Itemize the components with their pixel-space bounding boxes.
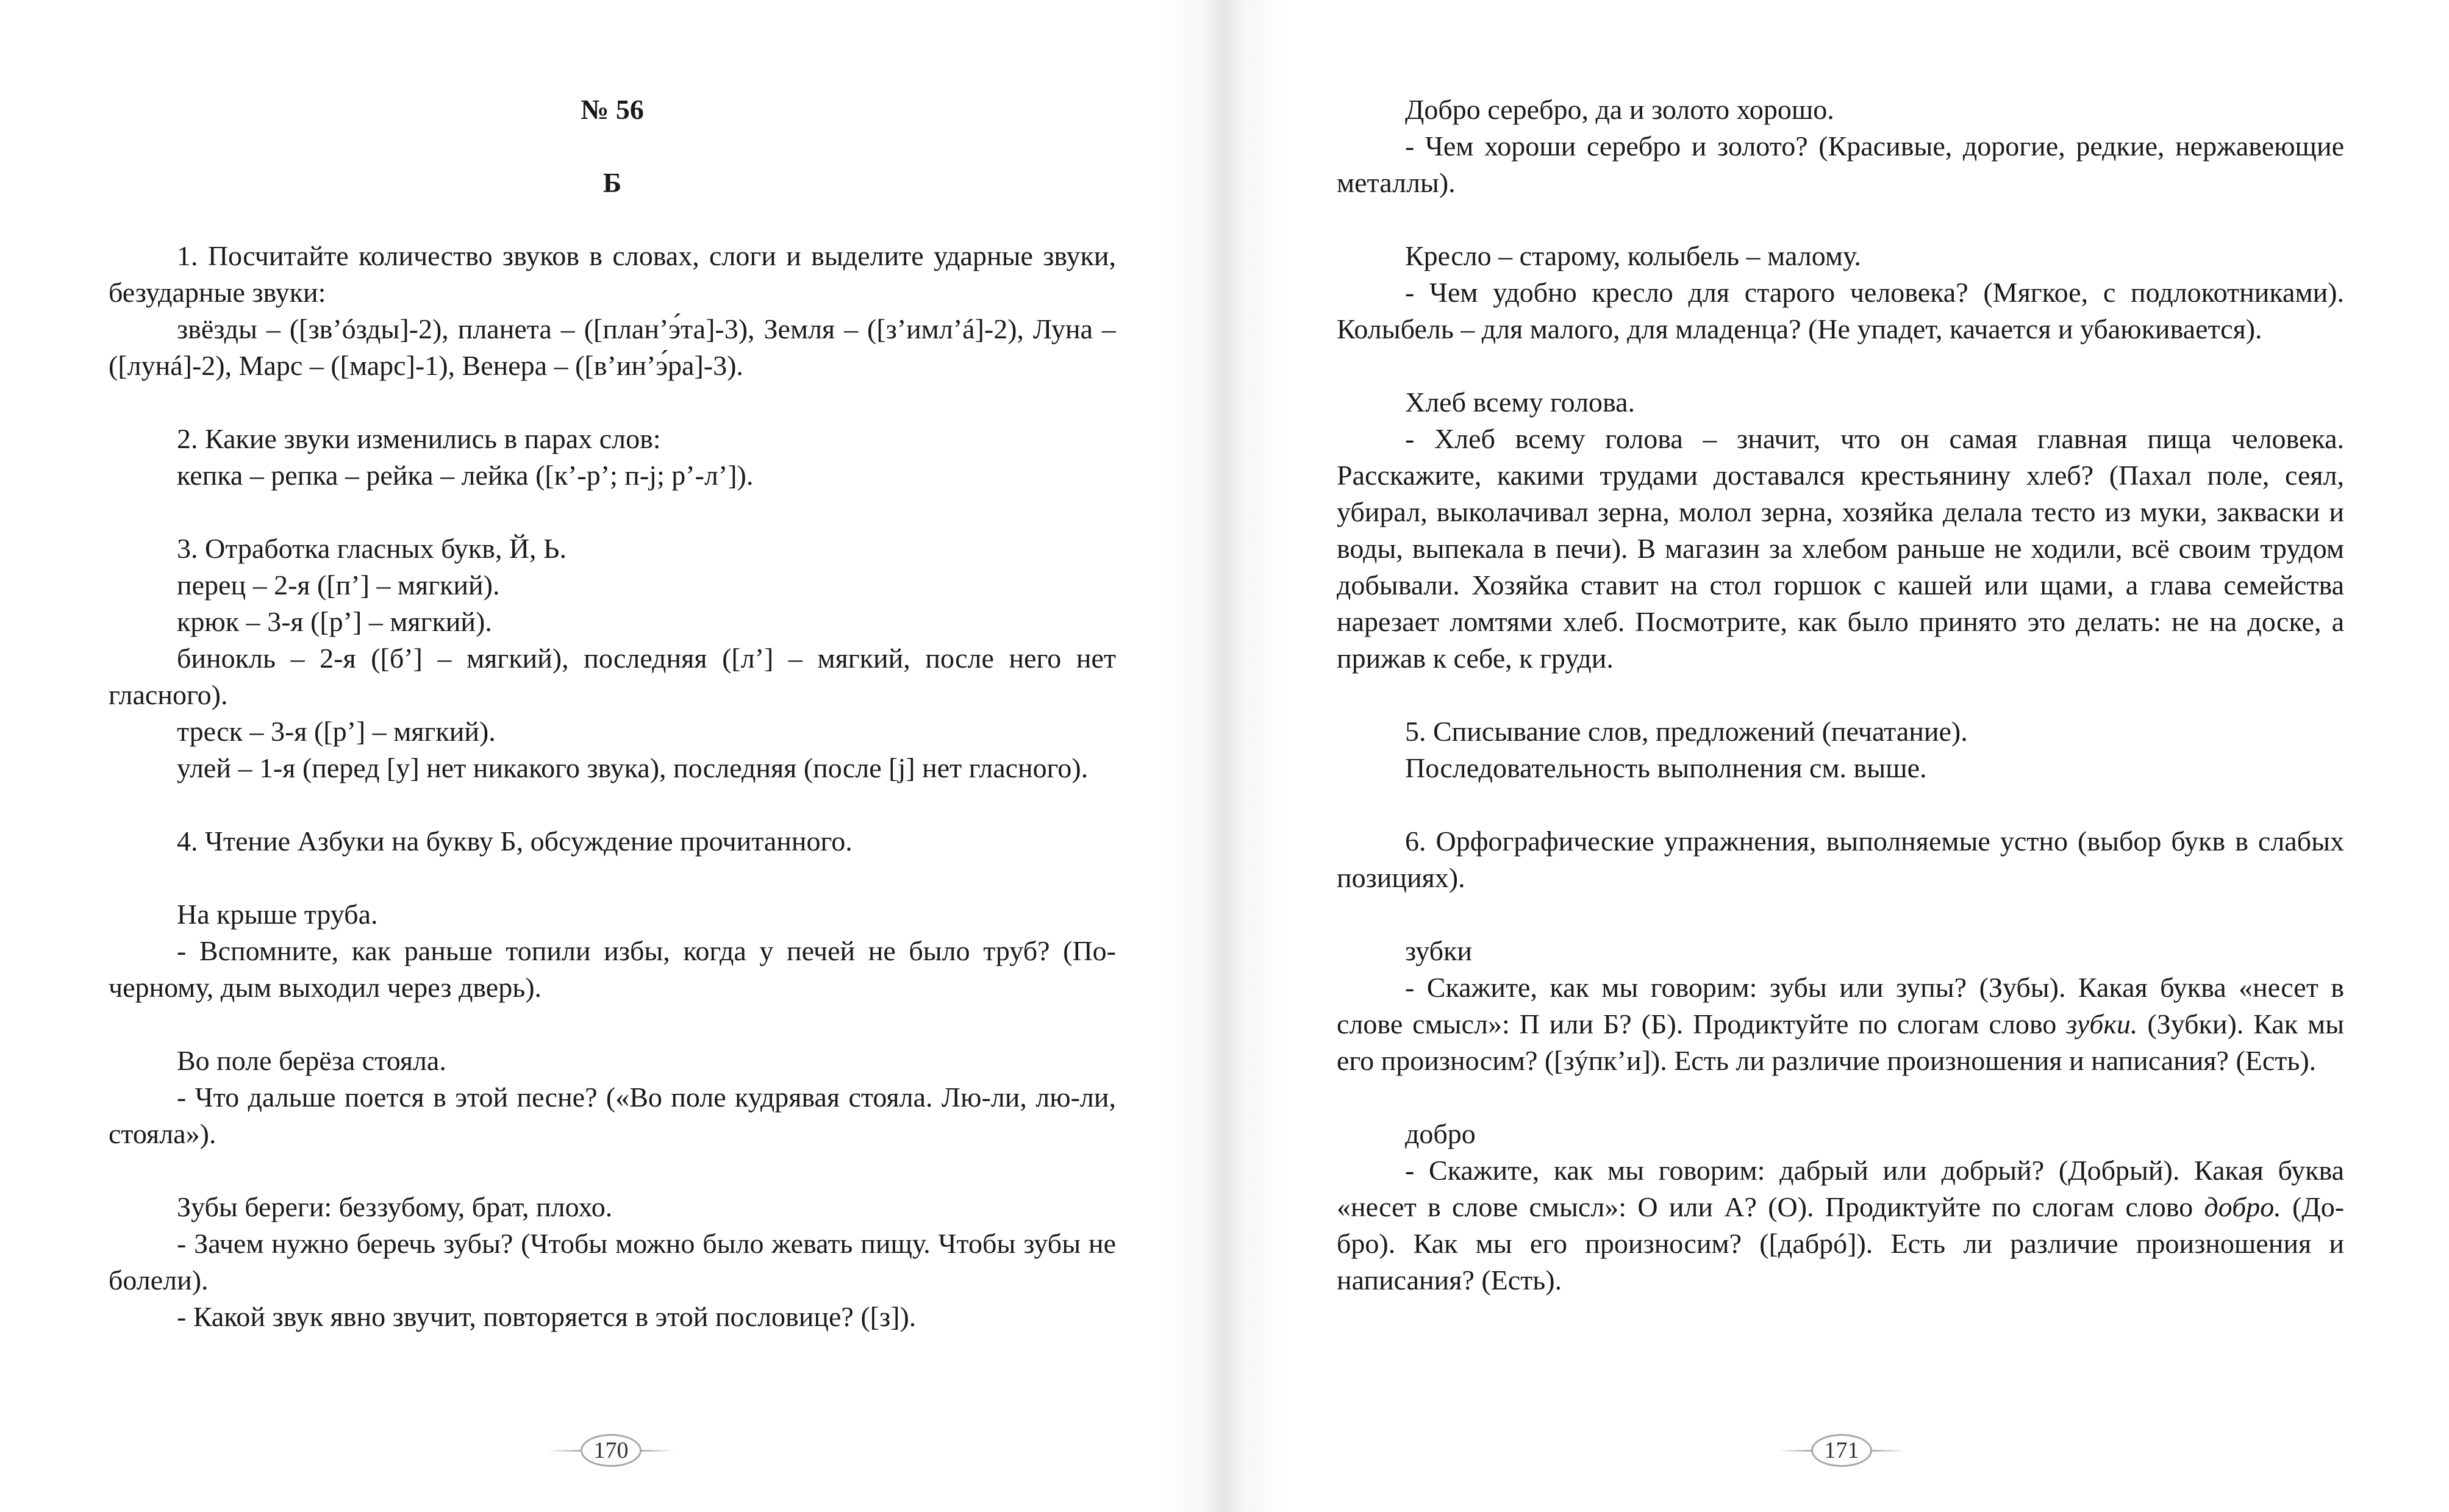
word-example: зубки (1405, 935, 1472, 966)
right-page-text (1337, 91, 2344, 1299)
task-3-item: бинокль – 2-я ([б’] – мягкий), последняя ([л’] – мягкий, после него нет гласного). (109, 643, 1116, 710)
dialogue-text: - Скажите, как мы говорим: зубы или зупы? (Зубы). Какая буква «несет в слове смысл»: П или Б? (Б). Продиктуйте по слогам слово (1337, 972, 2344, 1040)
dialogue-text: - Скажите, как мы говорим: дабрый или добрый? (Добрый). Какая буква «несет в слове смысл»: О или А? (О). Продиктуйте по слогам слово (1337, 1155, 2344, 1222)
proverb: Зубы береги: беззубому, брат, плохо. (177, 1191, 613, 1222)
dialogue-text: (До-бро). Как мы его произносим? ([дабрó]). Есть ли различие произношения и написания? (Есть). (1337, 1191, 2345, 1296)
dialogue-line: - Чем удобно кресло для старого человека? (Мягкое, с подлокотниками). Колыбель – для малого, для младенца? (Не упадет, качается и убаюкивается). (1337, 277, 2344, 344)
proverb: На крыше труба. (177, 899, 378, 930)
dialogue-line: - Какой звук явно звучит, повторяется в этой пословице? ([з]). (177, 1301, 917, 1332)
word-example: добро (1405, 1118, 1476, 1149)
italic-word: зубки. (2066, 1008, 2138, 1040)
proverb: Хлеб всему голова. (1405, 387, 1636, 418)
task-3-item: крюк – 3-я ([р’] – мягкий). (177, 606, 492, 637)
task-3-text: 3. Отработка гласных букв, Й, Ь. (177, 533, 567, 564)
proverb: Добро серебро, да и золото хорошо. (1405, 94, 1834, 125)
task-3-item: перец – 2-я ([п’] – мягкий). (177, 569, 500, 601)
task-6-text: 6. Орфографические упражнения, выполняемые устно (выбор букв в слабых позициях). (1337, 826, 2344, 893)
dialogue-line: - Зачем нужно беречь зубы? (Чтобы можно было жевать пищу. Чтобы зубы не болели). (109, 1228, 1116, 1296)
left-page-text (109, 91, 1116, 1335)
task-1-words: звёзды – ([зв’óзды]-2), планета – ([план’э́та]-3), Земля – ([з’имл’á]-2), Луна – ([лунá]-2), Марс – ([марс]-1), Венера – ([в’ин’э́ра]-3). (109, 313, 1116, 381)
task-5-text: 5. Списывание слов, предложений (печатание). (1405, 716, 1968, 747)
dialogue-line: - Вспомните, как раньше топили избы, когда у печей не было труб? (По-черному, дым выходил через дверь). (109, 935, 1116, 1003)
page-number: 170 (581, 1434, 642, 1467)
dialogue-line (1337, 969, 2344, 1079)
right-page (1224, 0, 2449, 1512)
dialogue-line (1337, 1152, 2344, 1299)
exercise-number-heading: № 56 (581, 94, 644, 125)
dialogue-line: - Что дальше поется в этой песне? («Во поле кудрявая стояла. Лю-ли, лю-ли, стояла»). (109, 1082, 1116, 1149)
page-number-ornament (547, 1429, 675, 1472)
task-3-item: улей – 1-я (перед [у] нет никакого звука), последняя (после [j] нет гласного). (177, 752, 1089, 783)
dialogue-text: (Зубки). Как мы его произносим? ([зýпк’и]). Есть ли различие произношения и написания? (Есть). (1337, 1008, 2344, 1076)
task-3-item: треск – 3-я ([р’] – мягкий). (177, 716, 496, 747)
italic-word: добро. (2204, 1191, 2281, 1222)
task-5-note: Последовательность выполнения см. выше. (1405, 752, 1927, 783)
proverb: Во поле берёза стояла. (177, 1045, 446, 1076)
task-1-text: 1. Посчитайте количество звуков в словах, слоги и выделите ударные звуки, безударные звуки: (109, 240, 1116, 308)
task-2-text: 2. Какие звуки изменились в парах слов: (177, 423, 661, 454)
left-page (0, 0, 1224, 1512)
dialogue-line: - Хлеб всему голова – значит, что он самая главная пища человека. Расскажите, какими трудами доставался крестьянину хлеб? (Пахал поле, сеял, убирал, выколачивал зерна, молол зерна, хозяйка делала тесто из муки, закваски и воды, выпекала в печи). В магазин за хлебом раньше не ходили, всё своим трудом добывали. Хозяйка ставит на стол горшок с кашей или щами, а глава семейства нарезает ломтями хлеб. Посмотрите, как было принято это делать: не на доске, а прижав к себе, к груди. (1337, 423, 2344, 674)
dialogue-line: - Чем хороши серебро и золото? (Красивые, дорогие, редкие, нержавеющие металлы). (1337, 130, 2344, 198)
letter-heading: Б (602, 167, 622, 198)
proverb: Кресло – старому, колыбель – малому. (1405, 240, 1861, 271)
task-2-words: кепка – репка – рейка – лейка ([к’-р’; п-j; р’-л’]). (177, 460, 754, 491)
page-number: 171 (1811, 1434, 1872, 1467)
page-number-ornament (1778, 1429, 1906, 1472)
task-4-text: 4. Чтение Азбуки на букву Б, обсуждение прочитанного. (177, 826, 853, 857)
